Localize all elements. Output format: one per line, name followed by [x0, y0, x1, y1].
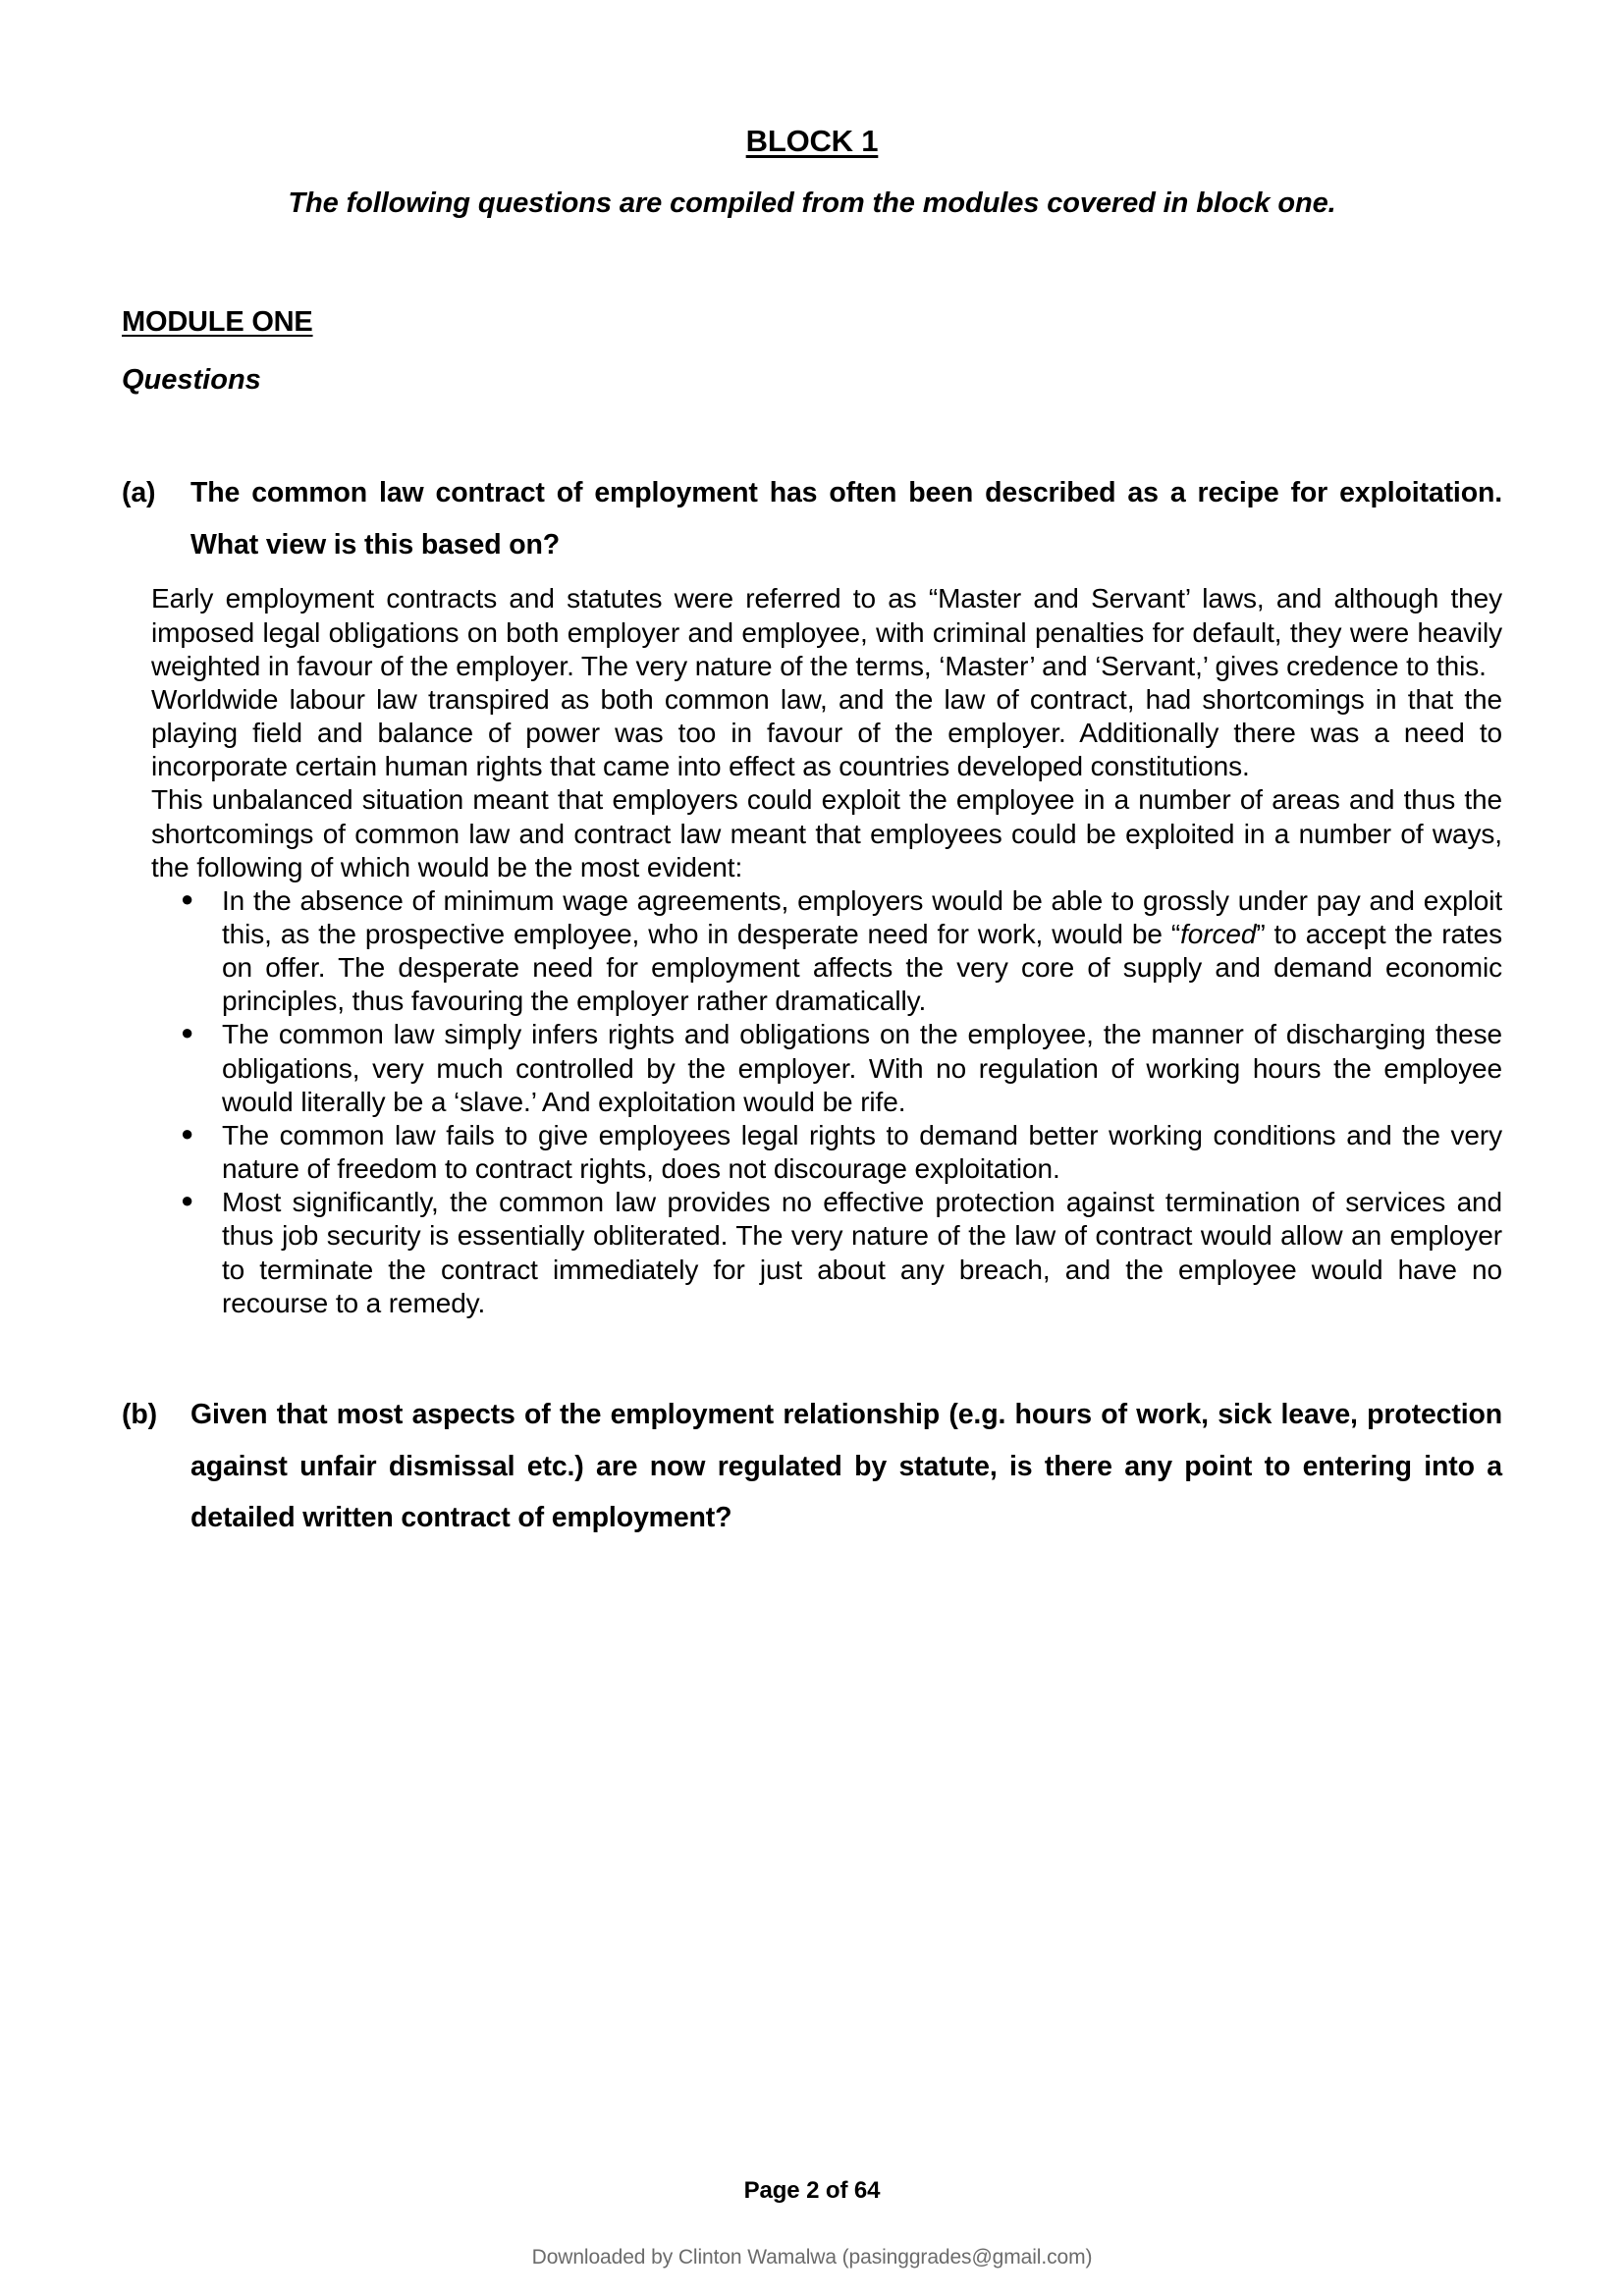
list-item-text-before: The common law fails to give employees legal rights to demand better working conditions and the very nature of freedom to contract rights, does not discourage exploitation.: [222, 1119, 1502, 1185]
list-item-text-italic: forced: [1180, 919, 1257, 949]
bullet-icon: ●: [181, 1020, 194, 1045]
page-number-footer: Page 2 of 64: [743, 2177, 881, 2204]
list-item: [151, 1186, 1502, 1320]
question-a-text: The common law contract of employment has often been described as a recipe for exploitation. What view is this based on?: [190, 477, 1502, 561]
question-a: [122, 467, 1502, 570]
list-item: [151, 1018, 1502, 1118]
answer-a-body: [122, 582, 1502, 1319]
bullet-icon: ●: [181, 1120, 194, 1146]
block-title-text: BLOCK 1: [745, 124, 879, 158]
block-title: [122, 126, 1502, 156]
module-heading-text: MODULE ONE: [122, 306, 313, 338]
download-watermark: Downloaded by Clinton Wamalwa (pasinggrades@gmail.com): [531, 2246, 1093, 2269]
question-a-marker: (a): [122, 477, 156, 508]
answer-bullet-list: [151, 884, 1502, 1320]
list-item-text-after: ” to accept the rates on offer. The desperate need for employment affects the very core of supply and demand economic principles, thus favouring the employer rather dramatically.: [222, 919, 1502, 1017]
list-item: [151, 884, 1502, 1019]
list-item: [151, 1119, 1502, 1186]
answer-paragraph: Early employment contracts and statutes were referred to as “Master and Servant’ laws, and although they imposed legal obligations on both employer and employee, with criminal penalties for default, they were heavily weighted in favour of the employer. The very nature of the terms, ‘Master’ and ‘Servant,’ gives credence to this.: [151, 583, 1502, 681]
bullet-icon: ●: [181, 885, 194, 911]
question-b-text: Given that most aspects of the employment relationship (e.g. hours of work, sick leave, protection against unfair dismissal etc.) are now regulated by statute, is there any point to entering into a detailed written contract of employment?: [190, 1398, 1502, 1534]
question-b-marker: (b): [122, 1398, 157, 1430]
questions-label: Questions: [122, 364, 261, 396]
page-content: [122, 0, 1502, 1544]
bullet-icon: ●: [181, 1188, 194, 1213]
answer-paragraph: Worldwide labour law transpired as both common law, and the law of contract, had shortcomings in that the playing field and balance of power was too in favour of the employer. Additionally there was a need to incorporate certain human rights that came into effect as countries developed constitutions.: [151, 683, 1502, 782]
module-heading: [122, 308, 1502, 337]
list-item-text-before: In the absence of minimum wage agreements, employers would be able to grossly under pay and exploit this, as the prospective employee, who in desperate need for work, would be “: [222, 884, 1502, 949]
page-subtitle: The following questions are compiled from the modules covered in block one.: [288, 187, 1336, 219]
answer-paragraph: This unbalanced situation meant that employers could exploit the employee in a number of areas and thus the shortcomings of common law and contract law meant that employees could be exploited in a number of ways, the following of which would be the most evident:: [151, 784, 1502, 882]
question-b: [122, 1389, 1502, 1544]
list-item-text-before: The common law simply infers rights and obligations on the employee, the manner of discharging these obligations, very much controlled by the employer. With no regulation of working hours the employee would literally be a ‘slave.’ And exploitation would be rife.: [222, 1019, 1502, 1117]
list-item-text-before: Most significantly, the common law provides no effective protection against termination of services and thus job security is essentially obliterated. The very nature of the law of contract would allow an employer to terminate the contract immediately for just about any breach, and the employee would have no recourse to a remedy.: [222, 1187, 1502, 1318]
